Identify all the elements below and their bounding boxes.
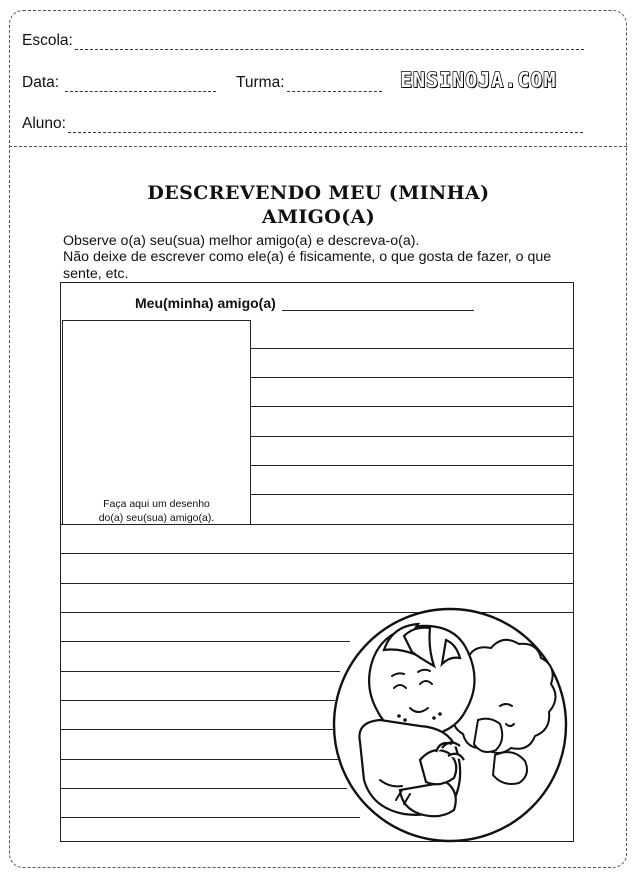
instruction-2: Não deixe de escrever como ele(a) é fisicamente, o que gosta de fazer, o que sente, etc. (63, 249, 552, 282)
drawing-caption-line1: Faça aqui um desenho (103, 498, 210, 510)
turma-label: Turma: (236, 74, 285, 91)
drawing-caption-line2: do(a) seu(sua) amigo(a). (98, 512, 215, 524)
instruction-1: Observe o(a) seu(sua) melhor amigo(a) e descreva-o(a). (63, 233, 420, 249)
escola-label: Escola: (22, 32, 73, 49)
data-label: Data: (22, 74, 60, 91)
friend-label: Meu(minha) amigo(a) (135, 295, 276, 311)
brand-logo: ENSINOJA.COM (400, 68, 557, 92)
page-title-line2: AMIGO(A) (261, 206, 376, 228)
page-title-line1: DESCREVENDO MEU (MINHA) (147, 182, 490, 204)
aluno-label: Aluno: (22, 115, 66, 132)
